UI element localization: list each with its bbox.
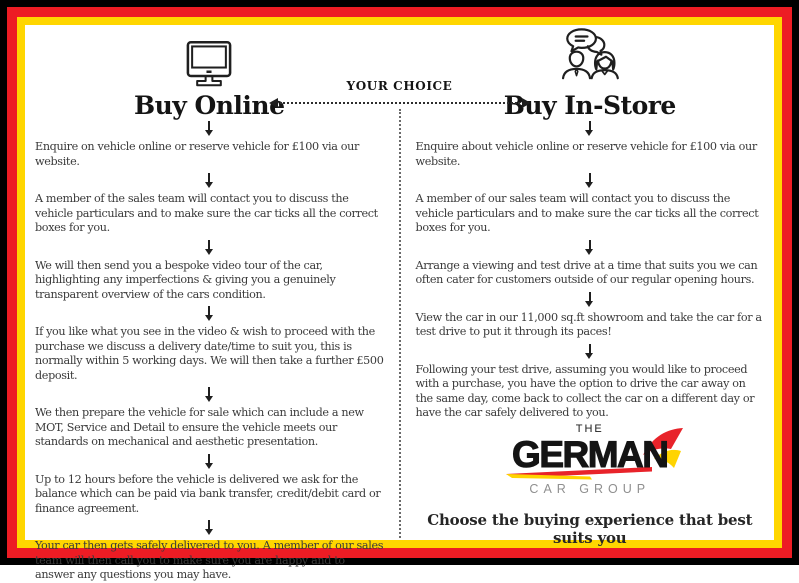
your-choice-label: YOUR CHOICE: [346, 79, 453, 93]
down-arrow-icon: [208, 173, 210, 183]
buy-online-title: Buy Online: [133, 91, 285, 120]
logo-german-text: GERMAN: [512, 433, 668, 475]
dotted-line: [280, 102, 520, 104]
monitor-icon: [182, 28, 236, 90]
buy-online-step-3: We will then send you a bespoke video tour of the car, highlighting any imperfections & giving you a genuinely transparent overview of the cars condition.: [35, 258, 336, 301]
down-arrow-icon: [208, 306, 210, 316]
down-arrow-icon: [589, 121, 591, 131]
german-car-group-logo: [512, 423, 667, 496]
buy-online-step-4: If you like what you see in the video & wish to proceed with the purchase we discuss a delivery date/time to suit you, this is normally within 5 working days. We will then take a further £500 deposit.: [35, 325, 384, 382]
double-arrow-dotted-line: [269, 98, 531, 108]
customers-chat-icon: [558, 28, 622, 90]
buy-in-store-step-3: Arrange a viewing and test drive at a time that suits you we can often cater for customers outside of our regular opening hours.: [415, 258, 758, 287]
down-arrow-icon: [208, 240, 210, 250]
arrow-left-icon: [269, 98, 278, 108]
down-arrow-icon: [208, 387, 210, 397]
logo-car-group-text: CAR GROUP: [529, 481, 651, 496]
column-divider-dotted-line: [399, 109, 401, 538]
frame-yellow: [17, 17, 782, 582]
buy-in-store-step-1: Enquire about vehicle online or reserve vehicle for £100 via our website.: [415, 140, 757, 168]
frame-red: [7, 7, 792, 582]
down-arrow-icon: [589, 173, 591, 183]
buy-in-store-step-5: Following your test drive, assuming you would like to proceed with a purchase, you have the option to drive the car away on the same day, come back to collect the car on a different day or have the car safely delivered to you.: [415, 362, 755, 420]
tagline: Choose the buying experience that best suits you: [427, 510, 753, 547]
down-arrow-icon: [208, 520, 210, 530]
down-arrow-icon: [208, 121, 210, 131]
buy-online-step-1: Enquire on vehicle online or reserve vehicle for £100 via our website.: [35, 140, 359, 168]
arrow-right-icon: [522, 98, 531, 108]
down-arrow-icon: [208, 454, 210, 464]
buy-online-step-5: We then prepare the vehicle for sale which can include a new MOT, Service and Detail to ensure the vehicle meets our standards on mechanical and aesthetic presentation.: [35, 406, 364, 449]
buy-in-store-step-2: A member of our sales team will contact you to discuss the vehicle particulars and to make sure the car ticks all the correct boxes for you.: [415, 192, 759, 235]
down-arrow-icon: [589, 240, 591, 250]
buy-online-step-2: A member of the sales team will contact you to discuss the vehicle particulars and to make sure the car ticks all the correct boxes for you.: [35, 192, 378, 235]
your-choice-band: [269, 79, 531, 108]
buy-online-step-6: Up to 12 hours before the vehicle is delivered we ask for the balance which can be paid via bank transfer, credit/debit card or finance agreement.: [35, 472, 381, 515]
logo-german-wordmark: [512, 433, 668, 475]
buy-in-store-step-4: View the car in our 11,000 sq.ft showroom and take the car for a test drive to put it through its paces!: [415, 310, 762, 339]
down-arrow-icon: [589, 292, 591, 302]
infographic-canvas: [25, 25, 774, 582]
logo-the-text: THE: [575, 422, 604, 435]
down-arrow-icon: [589, 344, 591, 354]
buy-online-step-7: Your car then gets safely delivered to you. A member of our sales team will then call you to make sure you are happy and to answer any questions you may have.: [35, 539, 384, 582]
buy-in-store-title: Buy In-Store: [503, 91, 676, 120]
